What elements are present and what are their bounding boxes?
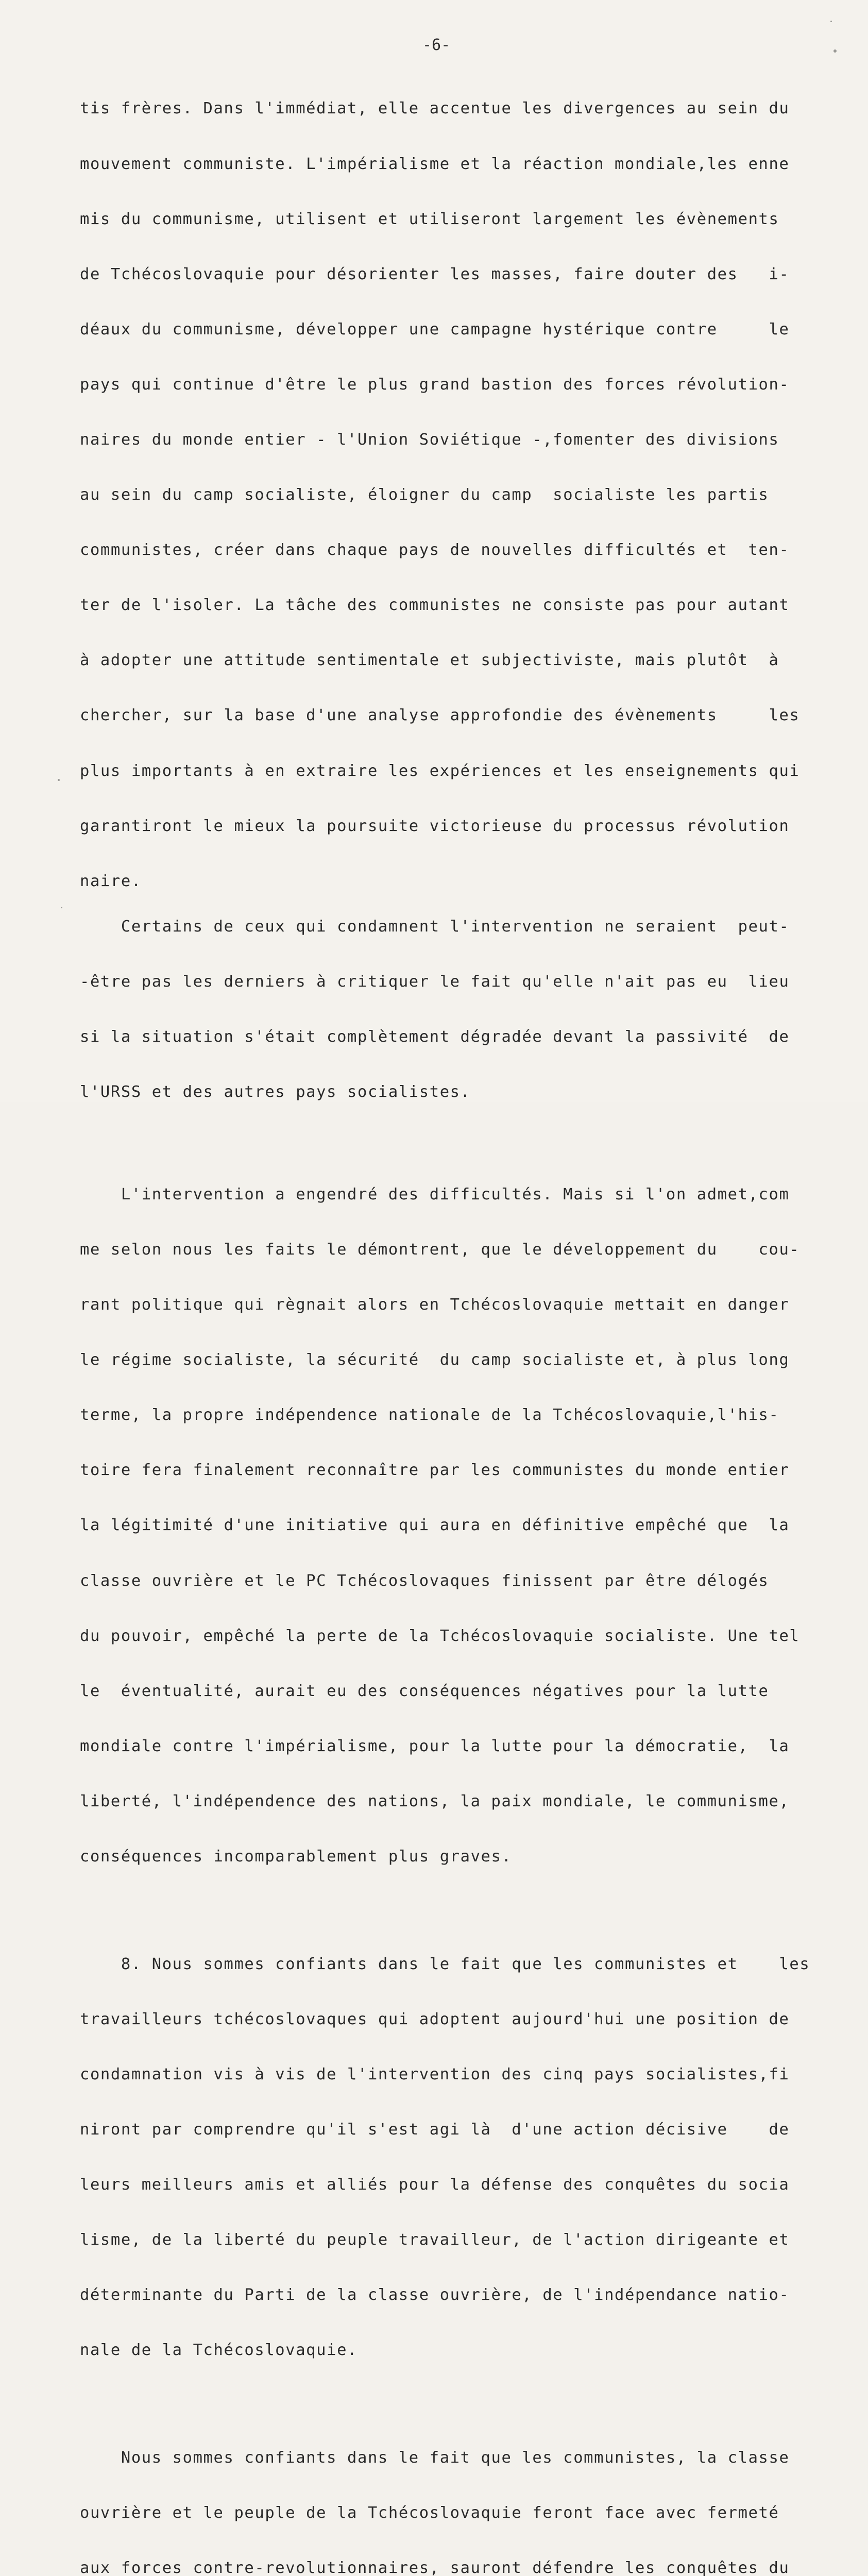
text-line: déterminante du Parti de la classe ouvrière, de l'indépendance natio- — [80, 2286, 790, 2304]
text-line: leurs meilleurs amis et alliés pour la défense des conquêtes du socia — [80, 2175, 790, 2194]
text-line: -être pas les derniers à critiquer le fait qu'elle n'ait pas eu lieu — [80, 973, 790, 991]
text-line: Nous sommes confiants dans le fait que les communistes, la classe — [80, 2448, 790, 2467]
text-line: si la situation s'était complètement dégradée devant la passivité de — [80, 1028, 790, 1046]
text-line: le éventualité, aurait eu des conséquences négatives pour la lutte — [80, 1682, 769, 1700]
text-line: niront par comprendre qu'il s'est agi là d'une action décisive de — [80, 2120, 790, 2139]
page-number: -6- — [422, 36, 451, 54]
text-line: condamnation vis à vis de l'intervention des cinq pays socialistes,fi — [80, 2065, 790, 2083]
text-line: travailleurs tchécoslovaques qui adoptent aujourd'hui une position de — [80, 2010, 790, 2028]
text-line: terme, la propre indépendence nationale de la Tchécoslovaquie,l'his- — [80, 1406, 779, 1425]
text-line: classe ouvrière et le PC Tchécoslovaques finissent par être délogés — [80, 1571, 769, 1590]
text-line: liberté, l'indépendence des nations, la paix mondiale, le communisme, — [80, 1792, 790, 1810]
text-line: conséquences incomparablement plus graves. — [80, 1848, 512, 1866]
text-line: l'URSS et des autres pays socialistes. — [80, 1083, 471, 1101]
text-line: la légitimité d'une initiative qui aura en définitive empêché que la — [80, 1516, 790, 1535]
text-line: naire. — [80, 872, 142, 890]
text-line: déaux du communisme, développer une campagne hystérique contre le — [80, 320, 790, 338]
text-line: rant politique qui règnait alors en Tchécoslovaquie mettait en danger — [80, 1296, 790, 1314]
text-line: communistes, créer dans chaque pays de nouvelles difficultés et ten- — [80, 541, 790, 560]
text-line: Certains de ceux qui condamnent l'intervention ne seraient peut- — [80, 918, 790, 936]
text-line: ter de l'isoler. La tâche des communistes ne consiste pas pour autant — [80, 596, 790, 615]
text-line: garantiront le mieux la poursuite victorieuse du processus révolution — [80, 817, 790, 835]
text-line: mondiale contre l'impérialisme, pour la lutte pour la démocratie, la — [80, 1737, 790, 1755]
text-line: à adopter une attitude sentimentale et subjectiviste, mais plutôt à — [80, 651, 779, 670]
text-line: au sein du camp socialiste, éloigner du camp socialiste les partis — [80, 486, 769, 504]
paper-speck — [833, 49, 837, 53]
text-line: me selon nous les faits le démontrent, que le développement du cou- — [80, 1241, 800, 1259]
text-line: 8. Nous sommes confiants dans le fait que les communistes et les — [80, 1955, 810, 1973]
text-line: naires du monde entier - l'Union Soviétique -,fomenter des divisions — [80, 430, 779, 449]
text-line: le régime socialiste, la sécurité du camp socialiste et, à plus long — [80, 1351, 790, 1369]
text-line: nale de la Tchécoslovaquie. — [80, 2341, 358, 2360]
text-line: pays qui continue d'être le plus grand bastion des forces révolution- — [80, 375, 790, 394]
text-line: du pouvoir, empêché la perte de la Tchécoslovaquie socialiste. Une tel — [80, 1626, 800, 1645]
text-line: aux forces contre-revolutionnaires, sauront défendre les conquêtes du — [80, 2558, 790, 2576]
paper-speck — [58, 779, 60, 781]
paragraph-gap — [80, 2396, 811, 2412]
text-line: L'intervention a engendré des difficultés. Mais si l'on admet,com — [80, 1185, 790, 1204]
text-line: plus importants à en extraire les expériences et les enseignements qui — [80, 761, 800, 780]
text-line: chercher, sur la base d'une analyse approfondie des évènements les — [80, 706, 800, 725]
body-text — [80, 63, 811, 2576]
text-line: mis du communisme, utilisent et utiliseront largement les évènements — [80, 210, 779, 228]
text-line: mouvement communiste. L'impérialisme et la réaction mondiale,les enne — [80, 155, 790, 173]
paragraph-gap — [80, 1903, 811, 1918]
text-line: lisme, de la liberté du peuple travailleur, de l'action dirigeante et — [80, 2231, 790, 2249]
paper-speck — [61, 907, 62, 908]
paragraph-gap — [80, 1139, 811, 1149]
text-line: ouvrière et le peuple de la Tchécoslovaquie feront face avec fermeté — [80, 2503, 779, 2522]
text-line: de Tchécoslovaquie pour désorienter les masses, faire douter des i- — [80, 265, 790, 283]
text-line: tis frères. Dans l'immédiat, elle accentue les divergences au sein du — [80, 99, 790, 118]
paper-speck — [830, 21, 832, 22]
text-line: toire fera finalement reconnaître par les communistes du monde entier — [80, 1461, 790, 1480]
